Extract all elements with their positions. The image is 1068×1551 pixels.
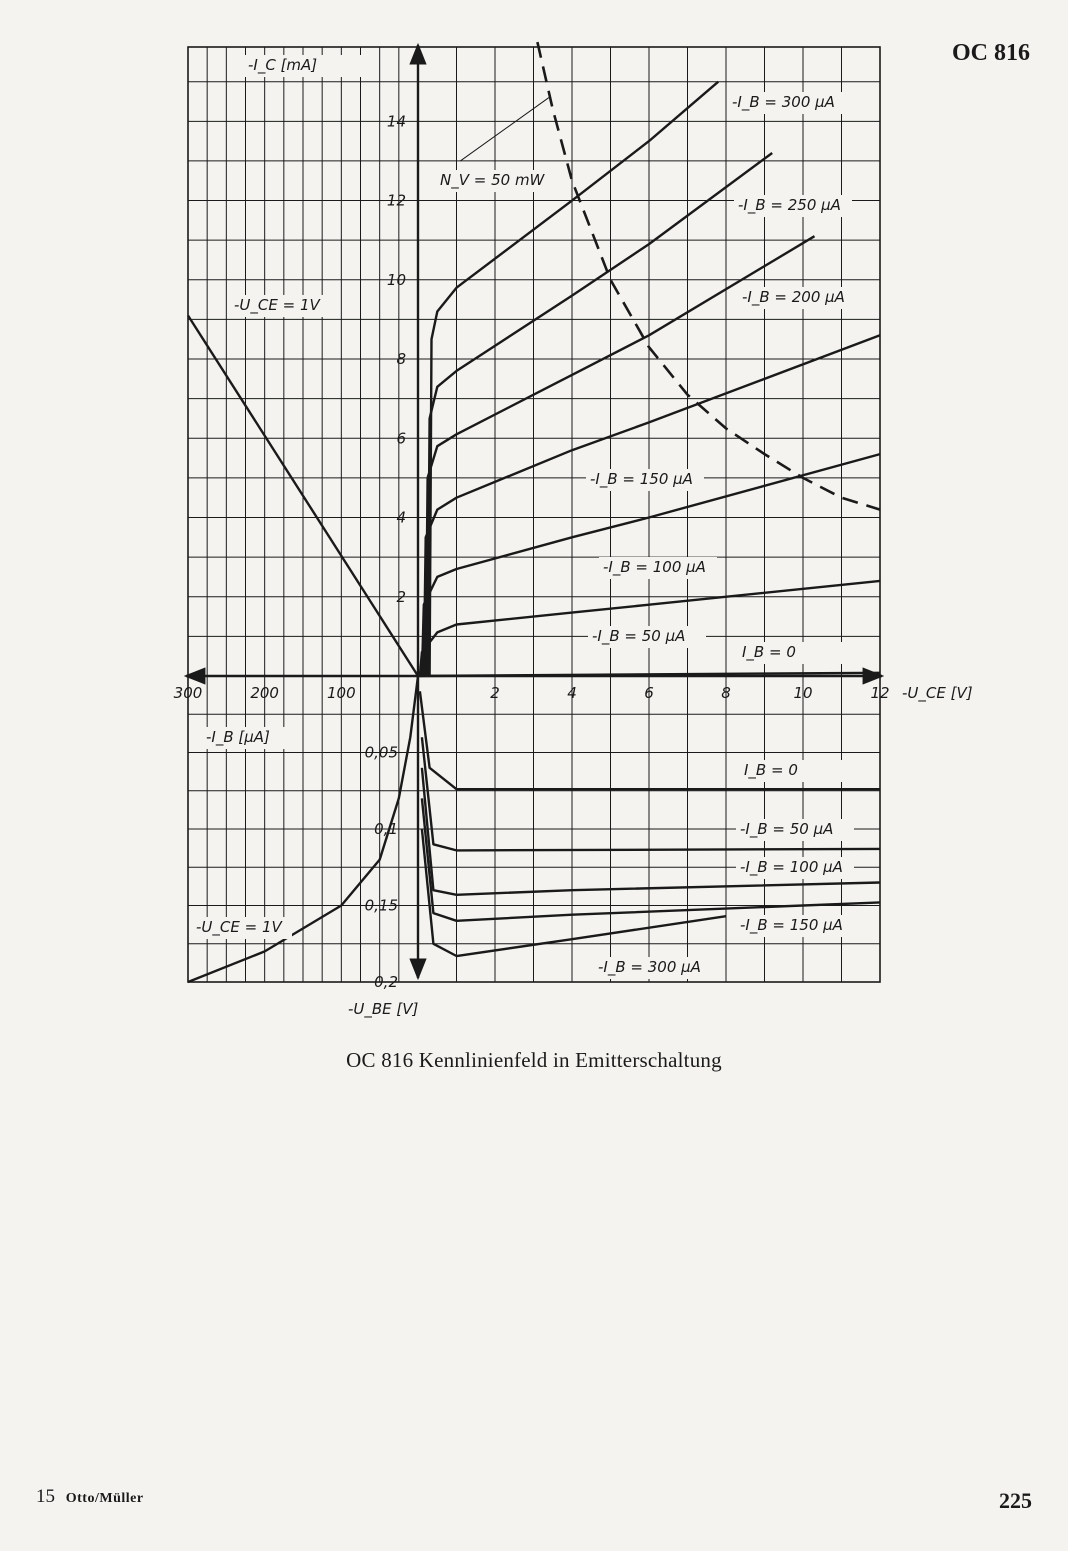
y-axis-label-ic: -I_C [mA] xyxy=(248,56,318,74)
transfer-curve-label: -U_CE = 1V xyxy=(234,296,320,314)
footer-number: 15 xyxy=(36,1486,55,1507)
x-tick-uce: 12 xyxy=(870,684,890,702)
y-tick-ic: 12 xyxy=(386,191,406,210)
y-tick-ube: 0,2 xyxy=(374,973,398,991)
x-axis-label-ib: -I_B [µA] xyxy=(206,728,270,746)
y-axis-label-ube: -U_BE [V] xyxy=(348,1000,419,1018)
y-tick-ic: 2 xyxy=(396,587,406,606)
y-tick-ube: 0,05 xyxy=(364,743,398,762)
page-header-title: OC 816 xyxy=(952,40,1030,66)
output-curve-label-2: -I_B = 200 µA xyxy=(742,288,845,306)
x-tick-ib: 300 xyxy=(173,684,203,702)
figure-caption: OC 816 Kennlinienfeld in Emitterschaltung xyxy=(346,1048,722,1072)
input-curve-label: -U_CE = 1V xyxy=(196,918,282,936)
footer-publisher: Otto/Müller xyxy=(65,1491,144,1506)
output-curve-label-1: -I_B = 250 µA xyxy=(738,196,841,214)
y-tick-ic: 4 xyxy=(396,508,406,527)
feedback-curve-label-2: -I_B = 100 µA xyxy=(740,858,843,876)
output-curve-label-5: -I_B = 50 µA xyxy=(592,627,686,645)
output-curve-label-0: -I_B = 300 µA xyxy=(732,93,835,111)
output-curve-3 xyxy=(424,335,880,676)
x-tick-uce: 2 xyxy=(490,684,500,702)
feedback-curve-label-1: -I_B = 50 µA xyxy=(740,820,834,838)
x-tick-uce: 4 xyxy=(567,684,577,702)
output-curve-label-4: -I_B = 100 µA xyxy=(603,558,706,576)
feedback-curve-label-0: I_B = 0 xyxy=(744,761,798,779)
page-number: 225 xyxy=(999,1488,1032,1513)
feedback-curve-label-3: -I_B = 150 µA xyxy=(740,916,843,934)
y-tick-ic: 6 xyxy=(396,429,406,448)
x-tick-ib: 200 xyxy=(250,684,279,702)
x-axis-label-uce: -U_CE [V] xyxy=(902,684,973,702)
x-tick-uce: 8 xyxy=(721,684,731,702)
y-tick-ube: 0,15 xyxy=(364,896,398,915)
x-tick-uce: 6 xyxy=(644,684,654,702)
feedback-curve-label-4: -I_B = 300 µA xyxy=(598,958,701,976)
y-tick-ic: 14 xyxy=(386,112,406,131)
power-hyperbola-label: N_V = 50 mW xyxy=(440,171,545,189)
x-tick-ib: 100 xyxy=(327,684,356,702)
output-curve-label-3: -I_B = 150 µA xyxy=(590,470,693,488)
feedback-curve-4 xyxy=(422,829,726,956)
x-tick-uce: 10 xyxy=(793,684,813,702)
footer-signature xyxy=(36,1486,144,1508)
output-curve-label-6: I_B = 0 xyxy=(742,643,796,661)
y-tick-ic: 10 xyxy=(386,270,406,289)
annotation-leader xyxy=(460,98,549,161)
y-tick-ic: 8 xyxy=(396,350,406,369)
y-tick-ube: 0,1 xyxy=(374,820,398,838)
